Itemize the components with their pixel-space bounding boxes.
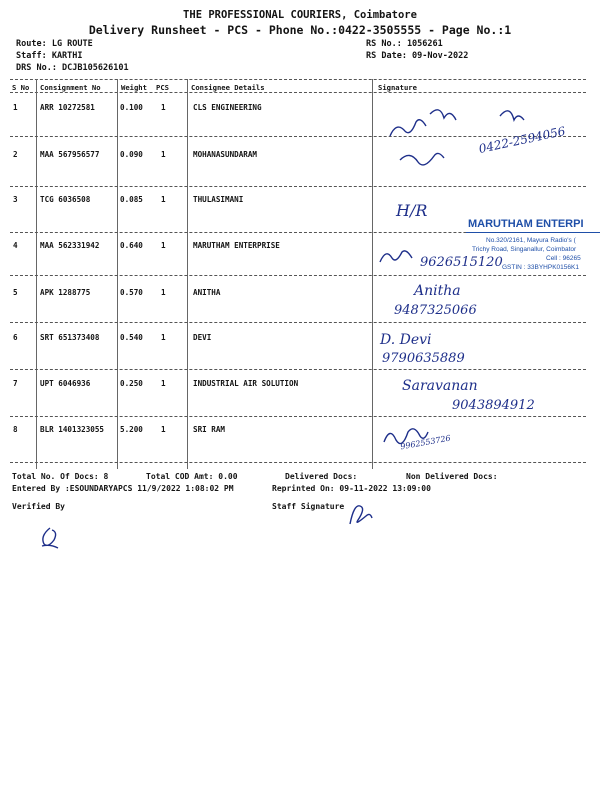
row-consignment: APK 1288775 xyxy=(40,288,91,297)
route-label: Route: LG ROUTE xyxy=(16,39,93,49)
reprinted-on: Reprinted On: 09-11-2022 13:09:00 xyxy=(272,484,431,493)
row-weight: 0.090 xyxy=(120,150,143,159)
stamp-company-name: MARUTHAM ENTERPI xyxy=(468,218,584,230)
handwritten-phone-row7: 9043894912 xyxy=(452,398,535,413)
row-consignment: ARR 10272581 xyxy=(40,103,95,112)
row-consignee: CLS ENGINEERING xyxy=(193,103,262,112)
table-header-border xyxy=(10,92,586,93)
drs-number: DRS No.: DCJB105626101 xyxy=(16,63,129,73)
col-divider xyxy=(36,79,37,469)
row-consignee: DEVI xyxy=(193,333,212,342)
col-header-consignee: Consignee Details xyxy=(191,83,265,92)
row-pcs: 1 xyxy=(161,241,166,250)
col-header-signature: Signature xyxy=(378,83,417,92)
col-header-pcs: PCS xyxy=(156,83,169,92)
row-divider xyxy=(10,186,586,187)
col-header-consignment: Consignment No xyxy=(40,83,101,92)
row-pcs: 1 xyxy=(161,333,166,342)
handwritten-row3: H/R xyxy=(396,201,428,220)
row-consignee: MARUTHAM ENTERPRISE xyxy=(193,241,280,250)
row-pcs: 1 xyxy=(161,379,166,388)
stamp-gstin-line: GSTIN : 33BYHPK0156K1 xyxy=(502,264,579,271)
row-consignee: SRI RAM xyxy=(193,425,226,434)
row-weight: 0.640 xyxy=(120,241,143,250)
verifier-signature xyxy=(36,524,66,550)
company-title: THE PROFESSIONAL COURIERS, Coimbatore xyxy=(183,9,417,21)
row-consignee: MOHANASUNDARAM xyxy=(193,150,258,159)
handwritten-name-row5: Anitha xyxy=(414,283,461,299)
handwritten-phone-row8: 9962553726 xyxy=(399,433,452,452)
row-consignment: TCG 6036508 xyxy=(40,195,91,204)
signature-scribble-row4 xyxy=(376,244,416,270)
col-divider xyxy=(187,79,188,469)
total-cod-amount: Total COD Amt: 0.00 xyxy=(146,472,238,481)
col-divider xyxy=(372,79,373,469)
stamp-address-line: No.320/2161, Mayura Radio's ( xyxy=(486,237,576,244)
row-pcs: 1 xyxy=(161,195,166,204)
entered-by: Entered By :ESOUNDARYAPCS 11/9/2022 1:08:02 PM xyxy=(12,484,234,493)
handwritten-phone-row5: 9487325066 xyxy=(394,303,477,318)
stamp-address-line: Trichy Road, Singanallur, Coimbator xyxy=(472,246,577,253)
row-weight: 0.540 xyxy=(120,333,143,342)
stamp-cell-line: Cell : 96265 xyxy=(546,255,581,262)
total-docs: Total No. Of Docs: 8 xyxy=(12,472,109,481)
row-sno: 3 xyxy=(13,195,18,204)
staff-label: Staff: KARTHI xyxy=(16,51,83,61)
col-divider xyxy=(117,79,118,469)
staff-signature xyxy=(344,498,374,530)
row-divider xyxy=(10,275,586,276)
row-divider xyxy=(10,369,586,370)
row-sno: 5 xyxy=(13,288,18,297)
stamp-underline xyxy=(466,232,600,233)
handwritten-name-row6: D. Devi xyxy=(380,332,432,348)
non-delivered-docs: Non Delivered Docs: xyxy=(406,472,498,481)
row-pcs: 1 xyxy=(161,103,166,112)
company-stamp xyxy=(462,216,600,274)
delivered-docs: Delivered Docs: xyxy=(285,472,358,481)
row-sno: 2 xyxy=(13,150,18,159)
row-divider xyxy=(10,416,586,417)
row-consignee: THULASIMANI xyxy=(193,195,244,204)
row-sno: 7 xyxy=(13,379,18,388)
row-consignment: UPT 6046936 xyxy=(40,379,91,388)
row-weight: 0.570 xyxy=(120,288,143,297)
row-consignment: MAA 567956577 xyxy=(40,150,100,159)
handwritten-phone-row2: 0422-2594056 xyxy=(477,123,567,157)
verified-by-label: Verified By xyxy=(12,502,65,511)
row-weight: 0.085 xyxy=(120,195,143,204)
rs-number: RS No.: 1056261 xyxy=(366,39,443,49)
staff-signature-label: Staff Signature xyxy=(272,502,345,511)
col-header-weight: Weight xyxy=(121,83,147,92)
col-header-sno: S No xyxy=(12,83,30,92)
table-top-border xyxy=(10,79,586,80)
row-consignment: MAA 562331942 xyxy=(40,241,100,250)
handwritten-phone-row4: 9626515120 xyxy=(420,255,503,270)
row-pcs: 1 xyxy=(161,288,166,297)
rs-date: RS Date: 09-Nov-2022 xyxy=(366,51,469,61)
row-consignment: SRT 651373408 xyxy=(40,333,100,342)
row-sno: 4 xyxy=(13,241,18,250)
row-pcs: 1 xyxy=(161,150,166,159)
row-consignee: ANITHA xyxy=(193,288,221,297)
row-sno: 8 xyxy=(13,425,18,434)
row-pcs: 1 xyxy=(161,425,166,434)
row-consignment: BLR 1401323055 xyxy=(40,425,105,434)
table-bottom-border xyxy=(10,462,586,463)
handwritten-phone-row6: 9790635889 xyxy=(382,351,465,366)
runsheet-subtitle: Delivery Runsheet - PCS - Phone No.:0422-3505555 - Page No.:1 xyxy=(88,23,512,37)
row-sno: 1 xyxy=(13,103,18,112)
row-weight: 0.100 xyxy=(120,103,143,112)
row-sno: 6 xyxy=(13,333,18,342)
row-consignee: INDUSTRIAL AIR SOLUTION xyxy=(193,379,299,388)
row-weight: 0.250 xyxy=(120,379,143,388)
handwritten-name-row7: Saravanan xyxy=(402,378,478,394)
row-divider xyxy=(10,322,586,323)
row-weight: 5.200 xyxy=(120,425,143,434)
